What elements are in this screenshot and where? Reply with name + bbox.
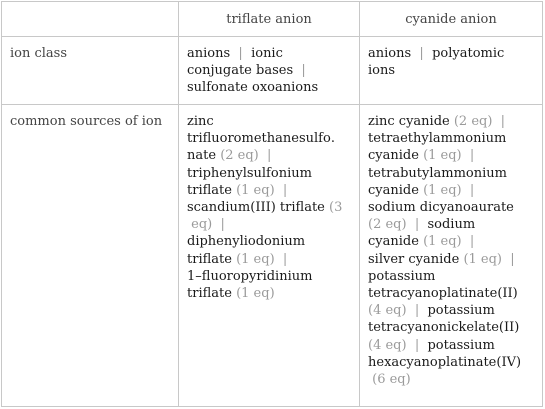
equivalents-note: (1 eq)	[423, 182, 462, 198]
cell-text-line	[368, 199, 534, 216]
cell-text-line	[368, 251, 534, 268]
cell-text-line	[187, 147, 351, 164]
cell-text-line	[187, 45, 351, 62]
cell-text-line	[187, 199, 351, 216]
cell-text-line	[368, 319, 534, 336]
item-text: triflate	[187, 182, 237, 198]
item-text: nate	[187, 148, 221, 164]
equivalents-note: (1 eq)	[236, 182, 275, 198]
cell-text-line	[187, 216, 351, 233]
item-separator: |	[230, 46, 252, 61]
item-separator: |	[258, 148, 272, 164]
item-text: anions	[368, 46, 412, 61]
cell-text-line	[368, 147, 534, 164]
item-text: sodium	[427, 217, 476, 233]
item-text: zinc cyanide	[368, 114, 454, 129]
row-label-cell	[2, 105, 179, 407]
cell-text-line	[187, 233, 351, 250]
equivalents-note: (6 eq)	[368, 372, 411, 388]
header-cell-cyanide	[360, 2, 542, 36]
header-label-cyanide: cyanide anion	[405, 12, 497, 27]
item-text: ions	[368, 63, 396, 79]
item-text: ionic	[251, 46, 283, 61]
cell-text-line	[368, 354, 534, 371]
cell-text-line	[368, 268, 534, 285]
equivalents-note: (1 eq)	[423, 148, 462, 164]
cell-text-line	[187, 130, 351, 147]
item-separator: |	[274, 182, 288, 198]
row-label-common-sources: common sources of ion	[10, 114, 163, 129]
table-header-row	[2, 2, 542, 37]
cell-text-line	[368, 113, 534, 130]
item-separator: |	[274, 251, 288, 267]
cell-text-line	[187, 113, 351, 130]
cell-text-line	[368, 130, 534, 147]
equivalents-note: (1 eq)	[463, 251, 502, 267]
equivalents-note: (2 eq)	[453, 114, 493, 129]
item-text: zinc	[187, 114, 214, 129]
item-text: tetracyanonickelate(II)	[368, 320, 520, 336]
item-text: sodium dicyanoaurate	[368, 200, 514, 216]
row-label-cell	[2, 37, 179, 104]
header-cell-triflate	[179, 2, 360, 36]
header-label-triflate: triflate anion	[226, 12, 312, 27]
cell-text-line	[368, 337, 534, 354]
item-separator: |	[406, 217, 428, 233]
cell-text-line	[368, 285, 534, 302]
cell-text-line	[368, 45, 534, 62]
item-text: conjugate bases	[187, 63, 294, 79]
item-text: triphenylsulfonium	[187, 165, 312, 181]
item-text: anions	[187, 46, 231, 61]
ion-class-cyanide-cell	[360, 37, 542, 104]
item-separator: |	[411, 46, 433, 61]
item-text: silver cyanide	[368, 251, 464, 267]
cell-text-line	[368, 371, 534, 388]
row-label-ion-class: ion class	[10, 46, 68, 61]
item-separator: |	[212, 217, 225, 233]
item-text: tetracyanoplatinate(II)	[368, 286, 518, 302]
cell-text-line	[187, 251, 351, 268]
table-row-common-sources	[2, 105, 542, 407]
item-text: tetraethylammonium	[368, 131, 507, 147]
common-sources-cyanide-cell	[360, 105, 542, 407]
cell-text-line	[187, 268, 351, 285]
item-text: hexacyanoplatinate(IV)	[368, 354, 522, 370]
cell-text-line	[368, 216, 534, 233]
item-text: triflate	[187, 286, 237, 302]
common-sources-triflate-cell	[179, 105, 360, 407]
cell-text-line	[187, 182, 351, 199]
cell-text-line	[368, 302, 534, 319]
item-separator: |	[406, 337, 428, 353]
item-text: tetrabutylammonium	[368, 165, 507, 181]
item-text: scandium(III) triflate	[187, 200, 330, 216]
equivalents-note: (1 eq)	[423, 234, 462, 250]
item-separator: |	[492, 114, 506, 129]
item-text: polyatomic	[432, 46, 505, 61]
table-row-ion-class	[2, 37, 542, 105]
item-text: triflate	[187, 251, 237, 267]
item-text: potassium	[427, 337, 495, 353]
equivalents-note: (2 eq)	[368, 217, 407, 233]
item-text: cyanide	[368, 148, 424, 164]
cell-text-line	[187, 165, 351, 182]
item-separator: |	[502, 251, 515, 267]
equivalents-note: (3	[329, 200, 343, 216]
cell-text-line	[187, 285, 351, 302]
item-text: potassium	[427, 303, 495, 319]
equivalents-note: (1 eq)	[236, 286, 275, 302]
cell-text-line	[187, 79, 351, 96]
item-separator: |	[461, 234, 475, 250]
equivalents-note: (2 eq)	[220, 148, 259, 164]
item-text: trifluoromethanesulfo․	[187, 131, 336, 147]
cell-text-line	[187, 62, 351, 79]
equivalents-note: eq)	[187, 217, 213, 233]
comparison-table	[1, 1, 543, 407]
item-separator: |	[406, 303, 428, 319]
equivalents-note: (4 eq)	[368, 303, 407, 319]
cell-text-line	[368, 233, 534, 250]
equivalents-note: (1 eq)	[236, 251, 275, 267]
cell-text-line	[368, 62, 534, 79]
item-text: cyanide	[368, 182, 424, 198]
item-separator: |	[461, 148, 475, 164]
item-text: sulfonate oxoanions	[187, 80, 319, 96]
ion-class-triflate-cell	[179, 37, 360, 104]
item-text: potassium	[368, 268, 436, 284]
equivalents-note: (4 eq)	[368, 337, 407, 353]
item-separator: |	[293, 63, 306, 79]
item-text: 1–fluoropyridinium	[187, 268, 313, 284]
header-empty-cell	[2, 2, 179, 36]
item-separator: |	[461, 182, 475, 198]
item-text: diphenyliodonium	[187, 234, 306, 250]
cell-text-line	[368, 165, 534, 182]
cell-text-line	[368, 182, 534, 199]
item-text: cyanide	[368, 234, 424, 250]
